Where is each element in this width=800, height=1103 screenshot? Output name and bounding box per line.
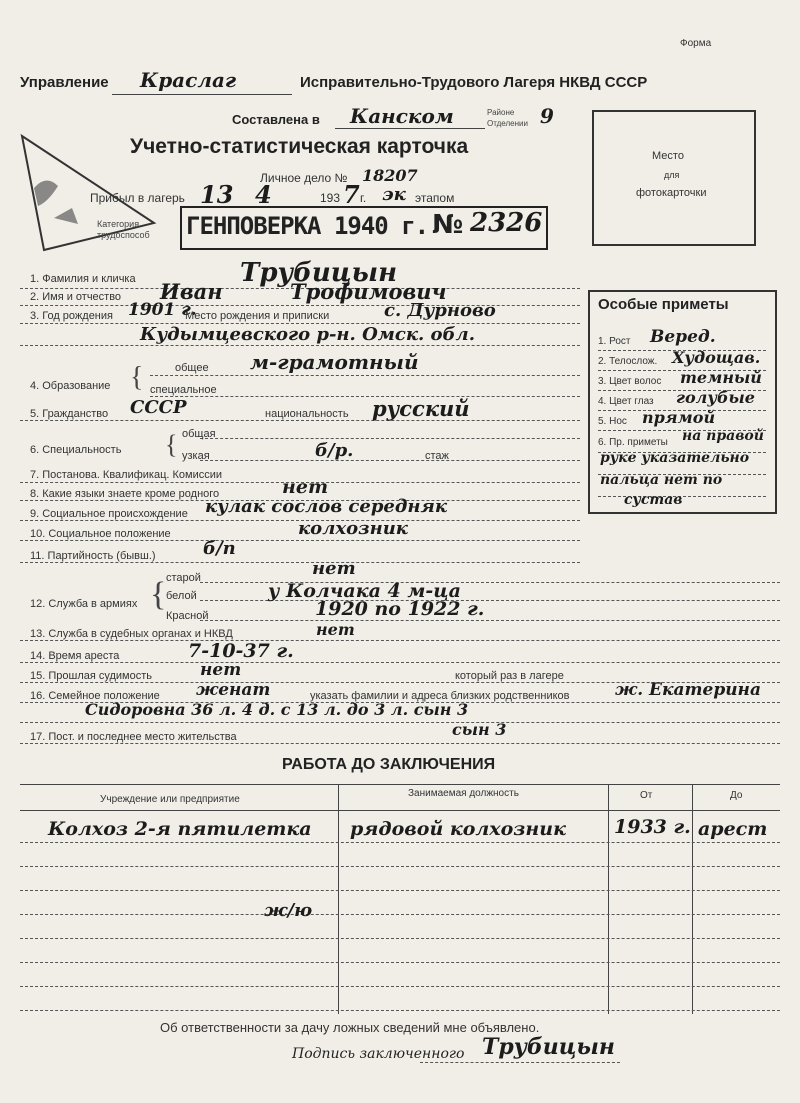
r1-label: 1. Рост	[598, 336, 631, 347]
f1-label: 1. Фамилия и кличка	[30, 273, 136, 285]
f13-label: 13. Служба в судебных органах и НКВД	[30, 628, 233, 640]
f16-rel: ж. Екатерина	[615, 680, 761, 700]
trudosposob-label: трудоспособ	[97, 230, 150, 240]
f2-value-a: Иван	[160, 279, 223, 304]
upravlenie-label: Управление	[20, 74, 109, 91]
otdelenii-label: Отделении	[487, 119, 528, 128]
f1-value: Трубицын	[240, 258, 398, 288]
f3-year: 1901 г.	[128, 300, 197, 320]
f4-label: 4. Образование	[30, 380, 111, 392]
r6-value3: пальца нет по	[600, 472, 723, 488]
card-title: Учетно-статистическая карточка	[130, 135, 469, 158]
year-g: г.	[360, 191, 367, 205]
stamp-number: 2326	[470, 208, 543, 238]
f8-value: нет	[282, 476, 329, 498]
r3-value: темный	[680, 368, 762, 387]
f10-label: 10. Социальное положение	[30, 528, 171, 540]
etap-label: этапом	[415, 191, 455, 205]
rayon-label: Районе	[487, 108, 515, 117]
f14-label: 14. Время ареста	[30, 650, 120, 662]
r6-value2: руке указательно	[600, 450, 750, 466]
f4-general-value: м-грамотный	[250, 350, 419, 374]
photo-label-1: Место	[652, 150, 684, 162]
f17-label: 17. Пост. и последнее место жительства	[30, 731, 237, 743]
f2-label: 2. Имя и отчество	[30, 291, 122, 303]
f6-narrow: узкая	[182, 450, 210, 462]
r5-value: прямой	[642, 408, 716, 427]
etap-value: эк	[382, 184, 406, 205]
f3-place: с. Дурново	[384, 300, 496, 321]
rayon-value: 9	[540, 104, 554, 128]
f4-general-label: общее	[175, 362, 209, 374]
f16-value: женат	[196, 680, 271, 700]
f12-label: 12. Служба в армиях	[30, 598, 138, 610]
work-col-1: Учреждение или предприятие	[100, 794, 240, 805]
f4-special-label: специальное	[150, 384, 217, 396]
work-col-4: До	[730, 790, 743, 801]
signature-value: Трубицын	[482, 1034, 615, 1060]
lichnoe-delo-label: Личное дело №	[260, 171, 348, 185]
f12-old: старой	[166, 572, 201, 584]
pribyl-day: 13	[200, 180, 234, 209]
f6-general: общая	[182, 428, 216, 440]
r5-label: 5. Нос	[598, 416, 627, 427]
f12-white-value: у Колчака 4 м-ца	[268, 580, 461, 602]
f6-value: б/р.	[315, 440, 354, 461]
f16-label: 16. Семейное положение	[30, 690, 160, 702]
f6-label: 6. Специальность	[30, 444, 122, 456]
r3-label: 3. Цвет волос	[598, 376, 662, 387]
r6-label: 6. Пр. приметы	[598, 437, 668, 448]
f15-raz: который раз в лагере	[455, 670, 564, 682]
f5-value: СССР	[130, 397, 187, 418]
f11-label: 11. Партийность (бывш.)	[30, 550, 156, 562]
f5-nat-value: русский	[372, 396, 470, 421]
form-label: Форма	[680, 38, 712, 49]
f11-value: б/п	[203, 538, 236, 559]
r4-label: 4. Цвет глаз	[598, 396, 654, 407]
work-mark: ж/ю	[264, 900, 313, 921]
f3-label-b: Место рождения и приписки	[185, 310, 330, 322]
f9-label: 9. Социальное происхождение	[30, 508, 188, 520]
f15-label: 15. Прошлая судимость	[30, 670, 153, 682]
brace-6: {	[165, 430, 178, 459]
f16-rel2: Сидоровна 36 л. 4 д. с 13 л. до 3 л. сын 3	[85, 700, 469, 719]
f5-nat-label: национальность	[265, 408, 349, 420]
f12-red-value: 1920 по 1922 г.	[315, 598, 485, 620]
work-row1-position: рядовой колхозник	[350, 818, 566, 840]
photo-label-2: для	[664, 170, 680, 180]
f3-place2: Кудымцевского р-н. Омск. обл.	[140, 324, 475, 345]
work-col-2: Занимаемая должность	[408, 788, 519, 799]
upravlenie-value: Краслаг	[140, 68, 237, 92]
pribyl-month: 4	[255, 180, 272, 209]
f3-label-a: 3. Год рождения	[30, 310, 113, 322]
stamp-no: №	[432, 210, 464, 240]
features-title: Особые приметы	[598, 296, 729, 313]
f16-note: указать фамилии и адреса близких родственников	[310, 690, 570, 702]
f12-old-value: нет	[312, 558, 356, 579]
f16-rel3: сын 3	[452, 720, 507, 739]
brace-12: {	[150, 576, 167, 613]
f10-value: колхозник	[298, 518, 408, 539]
f14-value: 7-10-37 г.	[188, 640, 294, 662]
r6-value4: сустав	[624, 492, 683, 508]
lager-name: Исправительно-Трудового Лагеря НКВД СССР	[300, 74, 648, 91]
sostavlena-value: Канском	[350, 104, 454, 128]
f15-value: нет	[200, 660, 242, 680]
r4-value: голубые	[676, 388, 755, 407]
pribyl-label: Прибыл в лагерь	[90, 191, 185, 205]
f7-label: 7. Постанова. Квалификац. Комиссии	[30, 469, 223, 481]
work-row1-place: Колхоз 2-я пятилетка	[48, 818, 312, 840]
f2-value-b: Трофимович	[290, 279, 447, 304]
brace-4: {	[130, 362, 144, 393]
work-row1-from: 1933 г.	[614, 816, 691, 838]
signature-label: Подпись заключенного	[292, 1046, 465, 1062]
sostavlena-label: Составлена в	[232, 112, 320, 127]
f12-red: Красной	[166, 610, 209, 622]
stamp-text: ГЕНПОВЕРКА 1940 г.	[186, 212, 429, 240]
work-col-3: От	[640, 790, 653, 801]
r1-value: Веред.	[650, 327, 716, 347]
r2-label: 2. Телослож.	[598, 356, 658, 367]
kategoriya-label: Категория	[97, 219, 140, 229]
year-suffix: 7	[343, 180, 360, 209]
work-row1-to: арест	[698, 818, 768, 840]
year-prefix: 193	[320, 191, 341, 205]
f6-stazh: стаж	[425, 450, 449, 462]
f13-value: нет	[316, 620, 355, 639]
responsibility-text: Об ответственности за дачу ложных сведений мне объявлено.	[160, 1020, 540, 1035]
r6-value: на правой	[682, 428, 764, 444]
photo-label-3: фотокарточки	[636, 187, 707, 199]
lichnoe-delo-value: 18207	[362, 166, 418, 185]
f12-white: белой	[166, 590, 197, 602]
r2-value: Худощав.	[672, 348, 761, 367]
f9-value: кулак сослов середняк	[205, 496, 448, 517]
f8-label: 8. Какие языки знаете кроме родного	[30, 488, 220, 500]
work-title: РАБОТА ДО ЗАКЛЮЧЕНИЯ	[282, 756, 496, 773]
f5-label: 5. Гражданство	[30, 408, 109, 420]
